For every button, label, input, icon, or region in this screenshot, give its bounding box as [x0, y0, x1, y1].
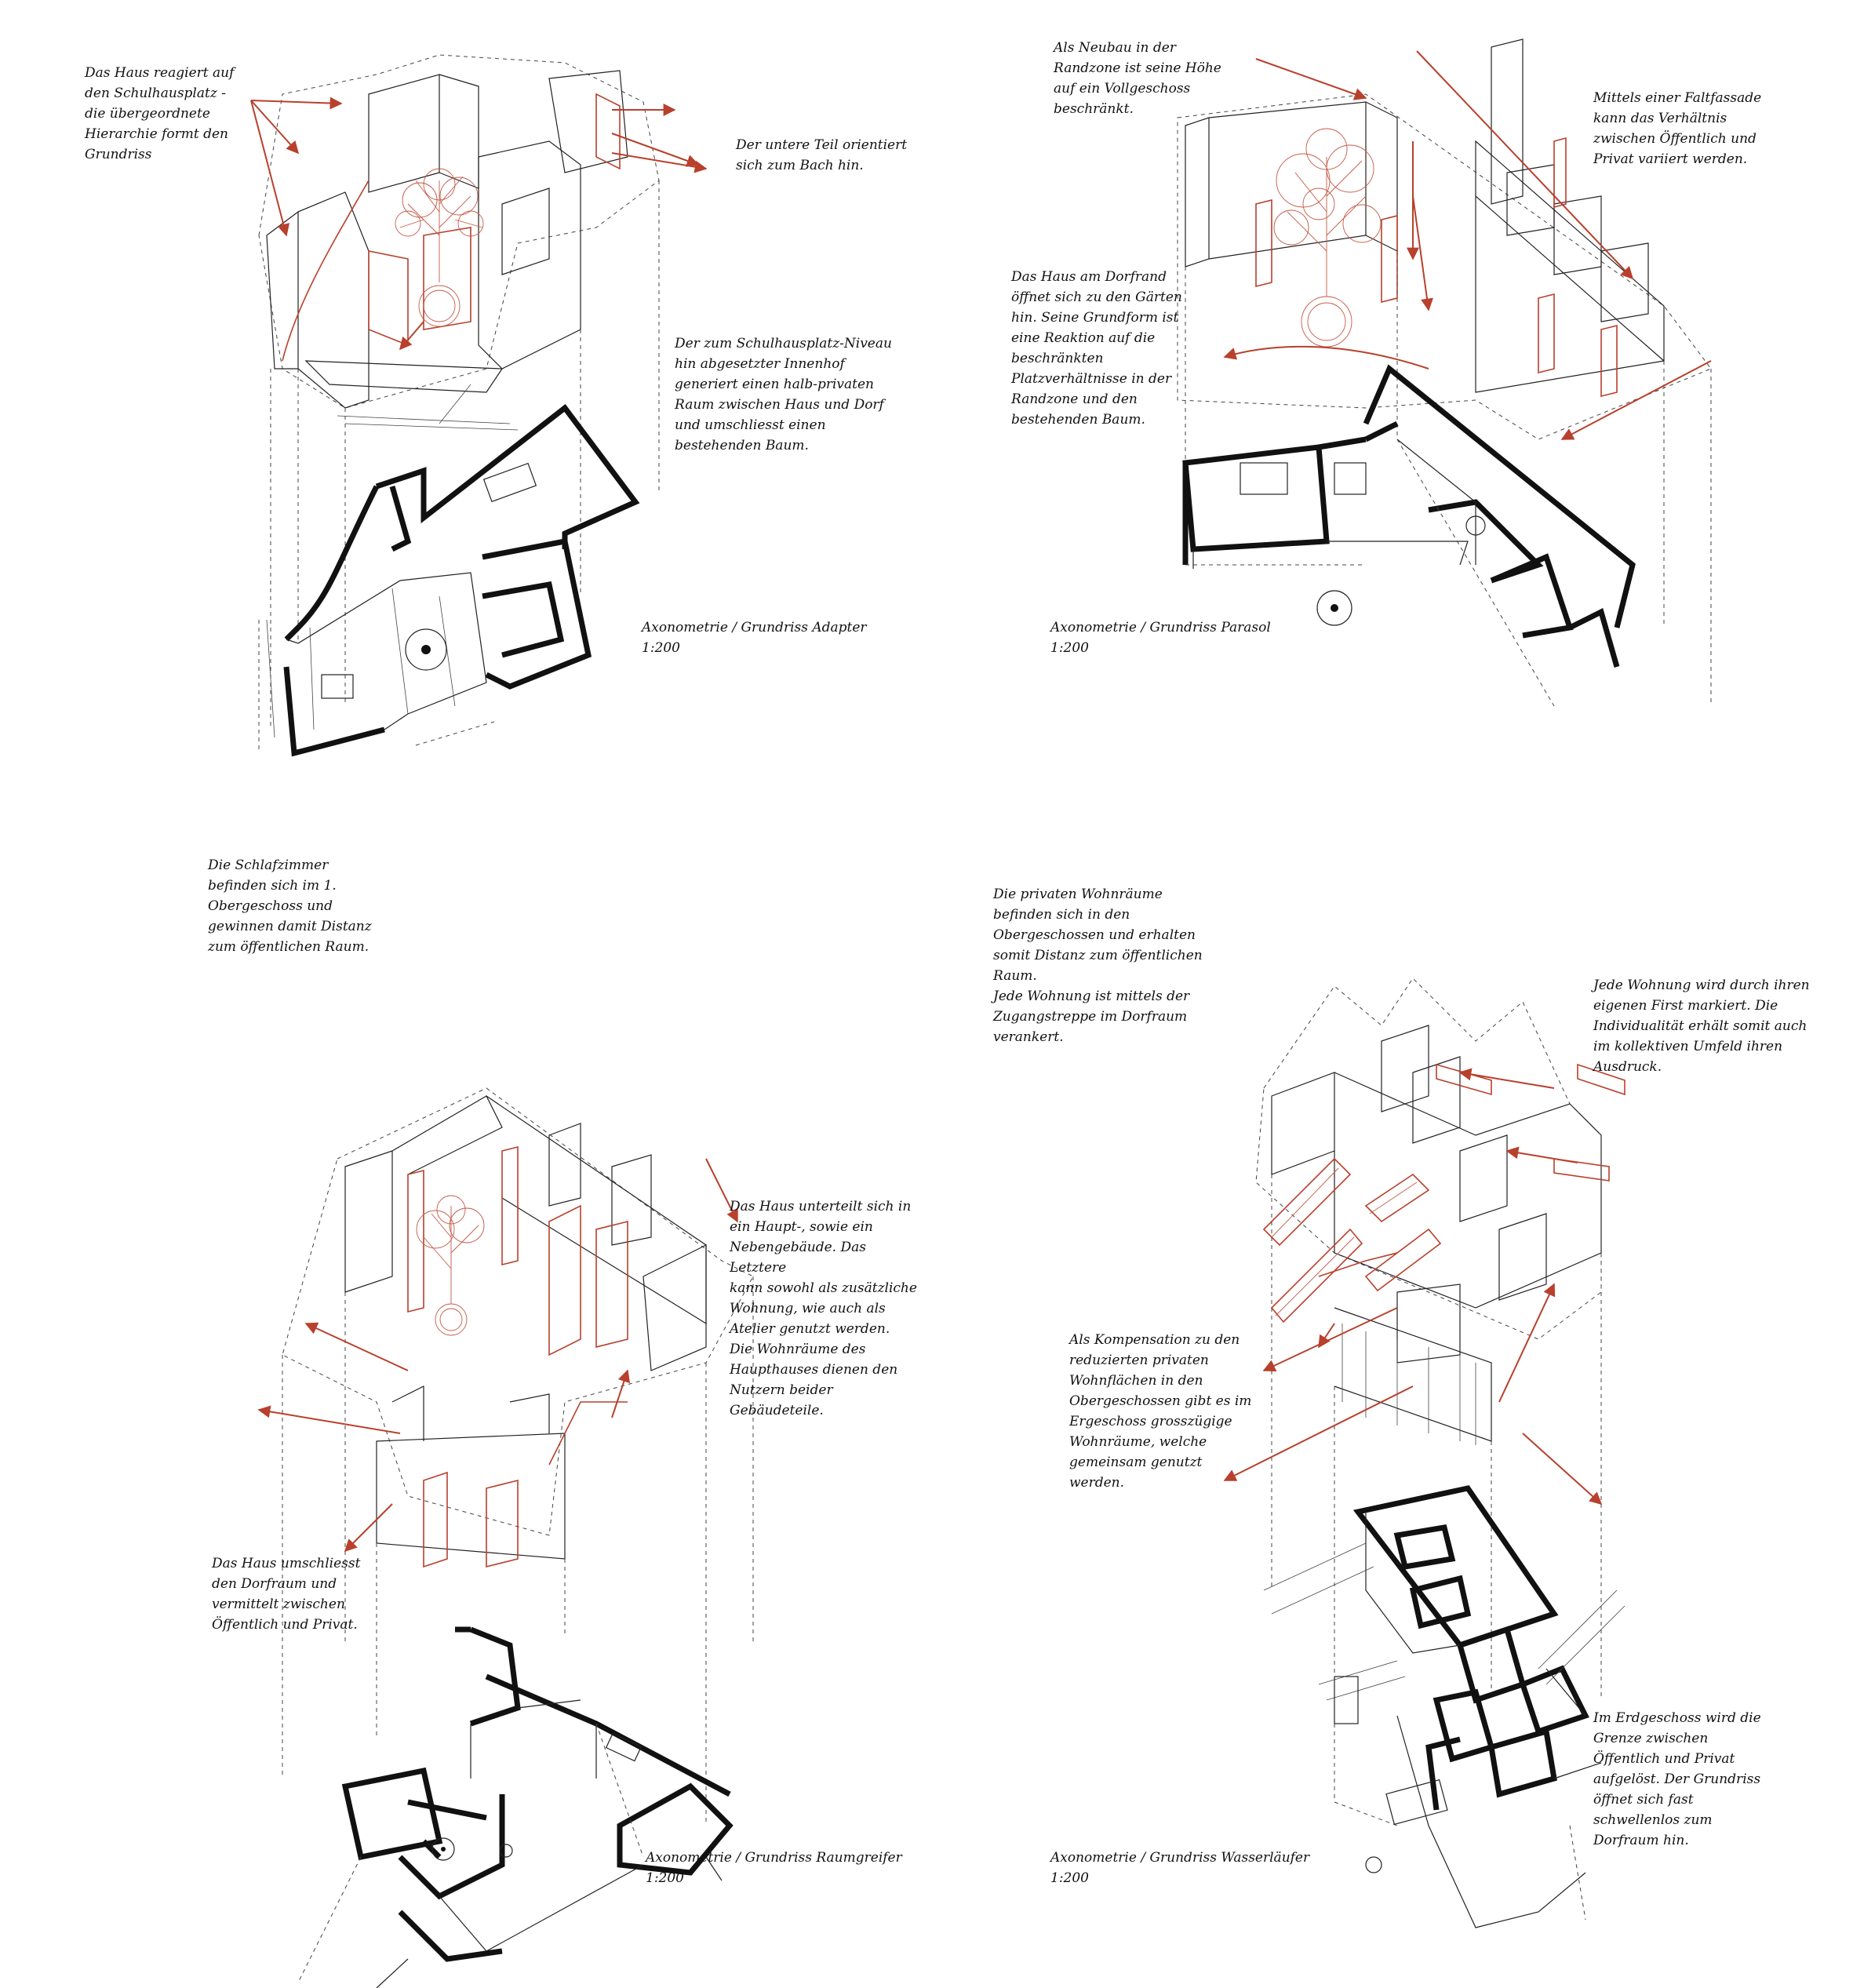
- raumgreifer-note-3: Das Haus umschliesst den Dorfraum und vermittelt zwischen Öffentlich und Privat.: [212, 1556, 361, 1633]
- wasserlaeufer-floor-plan: [1264, 1488, 1625, 1928]
- wasserlaeufer-caption-title: Axonometrie / Grundriss Wasserläufer: [1050, 1850, 1310, 1866]
- wasserlaeufer-note-3: Als Kompensation zu den reduzierten privaten Wohnflächen in den Obergeschossen gibt es im Ergeschoss grosszügige Wohnräume, welche gemeinsam genutzt werden.: [1069, 1332, 1252, 1491]
- wasserlaeufer-note-4: Im Erdgeschoss wird die Grenze zwischen Öffentlich und Privat aufgelöst. Der Grundriss öffnet sich fast schwellenlos zum Dorfraum hin.: [1593, 1710, 1761, 1848]
- parasol-note-1: Als Neubau in der Randzone ist seine Höhe auf ein Vollgeschoss beschränkt.: [1054, 40, 1221, 117]
- panel-wasserlaeufer: [926, 887, 1853, 1988]
- adapter-caption-title: Axonometrie / Grundriss Adapter: [642, 620, 867, 635]
- adapter-axonometry: [259, 55, 659, 430]
- adapter-note-1: Das Haus reagiert auf den Schulhausplatz - die übergeordnete Hierarchie formt den Grundriss: [85, 65, 235, 162]
- panel-raumgreifer: [0, 857, 926, 1988]
- raumgreifer-note-2: Das Haus unterteilt sich in ein Haupt-, sowie ein Nebengebäude. Das Letztere kann sowohl als zusätzliche Wohnung, wie auch als Atelier genutzt werden. Die Wohnräume des Haupthauses dienen den Nutzern beider Gebäudeteile.: [730, 1199, 917, 1418]
- wasserlaeufer-caption: [1050, 1848, 1309, 1888]
- adapter-caption: [642, 617, 867, 658]
- parasol-caption-scale: 1:200: [1050, 640, 1089, 656]
- parasol-caption: [1050, 617, 1271, 658]
- raumgreifer-axonometry: [282, 1088, 753, 1567]
- raumgreifer-caption-title: Axonometrie / Grundriss Raumgreifer: [646, 1850, 902, 1866]
- panel-parasol: [926, 0, 1853, 994]
- raumgreifer-note-1: Die Schlafzimmer befinden sich im 1. Obergeschoss und gewinnen damit Distanz zum öffentlichen Raum.: [208, 857, 372, 955]
- panel-adapter: [0, 0, 926, 994]
- parasol-caption-title: Axonometrie / Grundriss Parasol: [1050, 620, 1271, 635]
- adapter-floor-plan: [259, 408, 635, 753]
- adapter-caption-scale: 1:200: [642, 640, 680, 656]
- raumgreifer-floor-plan: [298, 1629, 730, 1988]
- parasol-note-3: Das Haus am Dorfrand öffnet sich zu den Gärten hin. Seine Grundform ist eine Reaktion auf die beschränkten Platzverhältnisse in der Randzone und den bestehenden Baum.: [1011, 269, 1182, 428]
- adapter-note-2: Der untere Teil orientiert sich zum Bach hin.: [736, 137, 908, 173]
- raumgreifer-caption-scale: 1:200: [646, 1870, 684, 1886]
- wasserlaeufer-axonometry: [1256, 978, 1625, 1445]
- raumgreifer-caption: [646, 1848, 902, 1888]
- raumgreifer-axonometric-drawing: [0, 994, 926, 1988]
- wasserlaeufer-caption-scale: 1:200: [1050, 1870, 1089, 1886]
- wasserlaeufer-note-2: Jede Wohnung wird durch ihren eigenen First markiert. Die Individualität erhält somit auch im kollektiven Umfeld ihren Ausdruck.: [1593, 978, 1810, 1075]
- adapter-note-3: Der zum Schulhausplatz-Niveau hin abgesetzter Innenhof generiert einen halb-privaten Raum zwischen Haus und Dorf und umschliesst einen bestehenden Baum.: [675, 336, 892, 453]
- wasserlaeufer-note-1: Die privaten Wohnräume befinden sich in den Obergeschossen und erhalten somit Distanz zum öffentlichen Raum. Jede Wohnung ist mittels der Zugangstreppe im Dorfraum verankert.: [993, 887, 1203, 1045]
- parasol-note-2: Mittels einer Faltfassade kann das Verhältnis zwischen Öffentlich und Privat variiert werden.: [1593, 90, 1762, 167]
